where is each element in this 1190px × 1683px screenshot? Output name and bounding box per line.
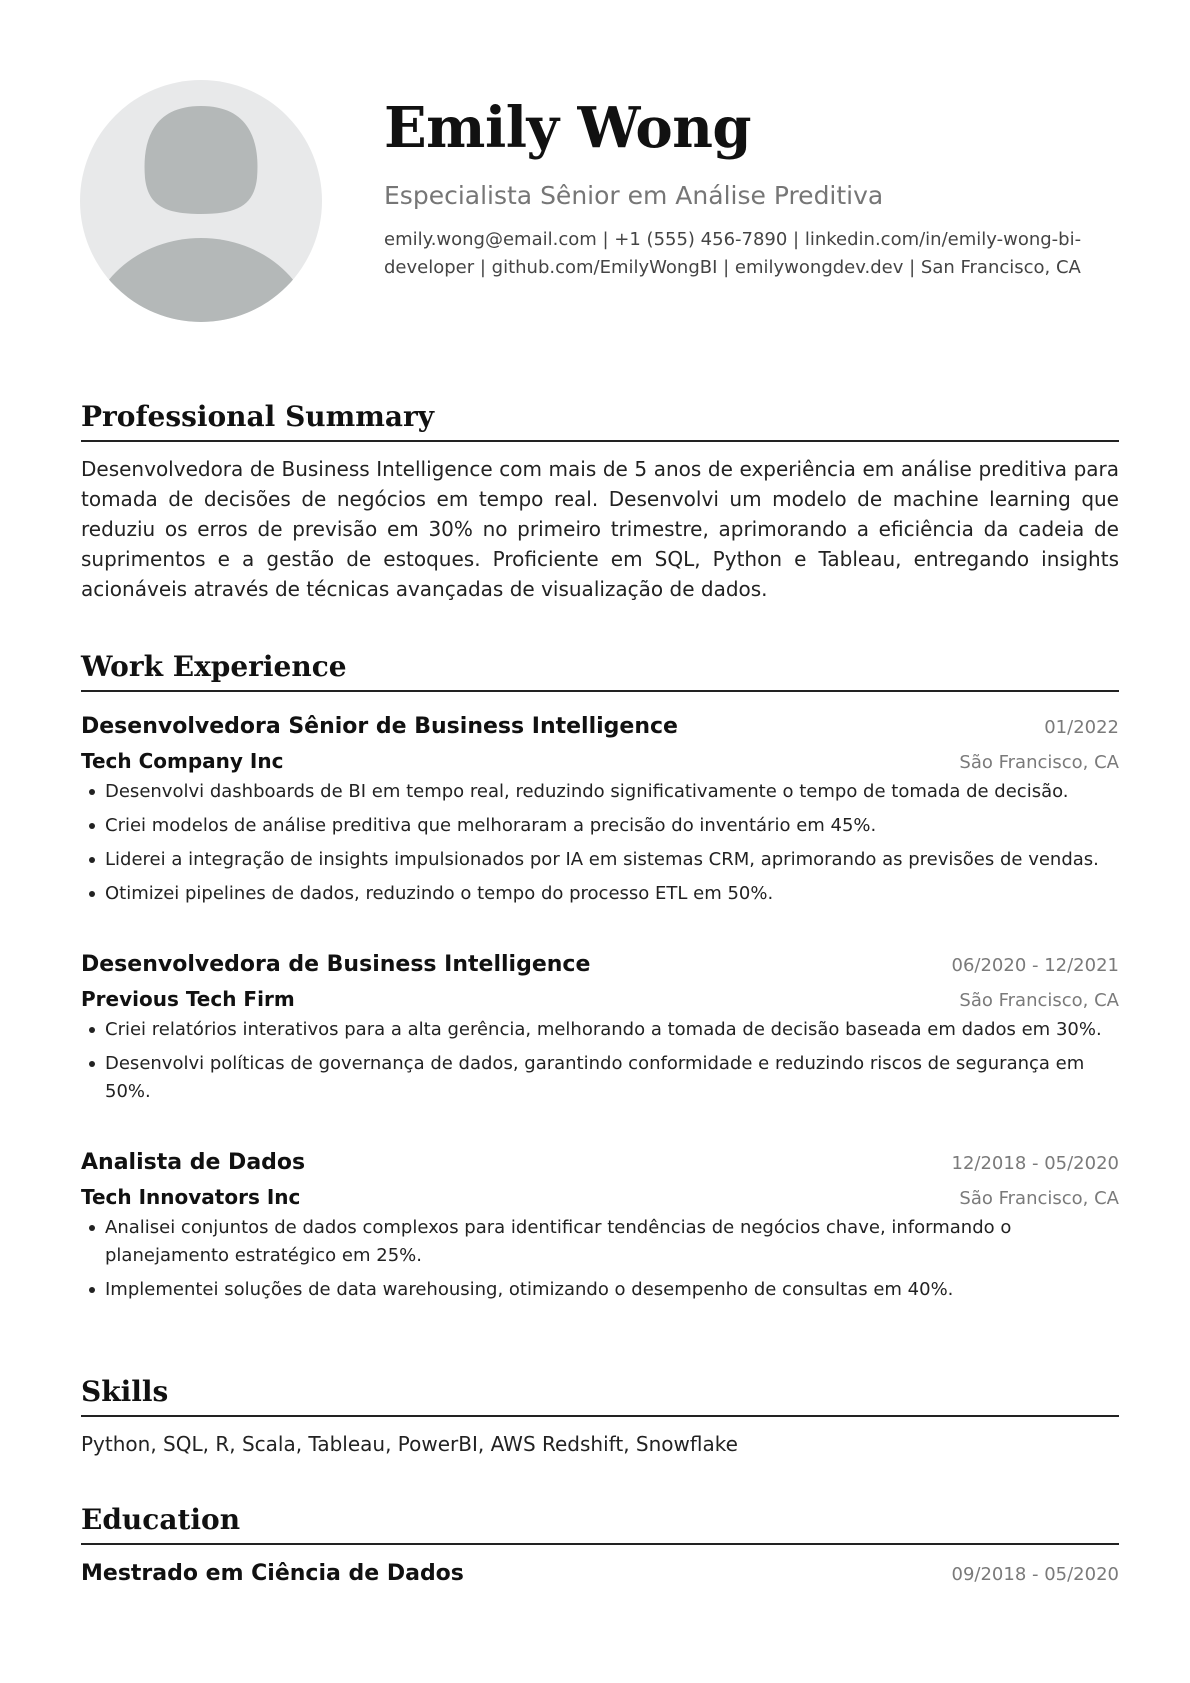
- education-entry: [81, 1557, 1119, 1591]
- bullet-text: Criei modelos de análise preditiva que melhoraram a precisão do inventário em 45%.: [105, 815, 877, 836]
- job-date: 12/2018 - 05/2020: [951, 1153, 1119, 1174]
- bullet-item: [81, 880, 1119, 908]
- bullet-text: Implementei soluções de data warehousing, otimizando o desempenho de consultas em 40%.: [105, 1279, 954, 1300]
- summary-section: [81, 400, 1119, 604]
- candidate-title: Especialista Sênior em Análise Preditiva: [384, 181, 884, 210]
- contact-info: emily.wong@email.com | +1 (555) 456-7890 | linkedin.com/in/emily-wong-bi-developer | github.com/EmilyWongBI | emilywongdev.dev | San Francisco, CA: [384, 229, 1082, 278]
- bullet-text: Analisei conjuntos de dados complexos para identificar tendências de negócios chave, informando o planejamento estratégico em 25%.: [105, 1217, 1012, 1266]
- bullet-dot-icon: [89, 1225, 95, 1231]
- job-entry: [81, 1146, 1119, 1304]
- bullet-item: [81, 1016, 1119, 1044]
- job-location: São Francisco, CA: [959, 752, 1119, 773]
- section-heading-education: Education: [81, 1503, 1119, 1545]
- bullet-dot-icon: [89, 857, 95, 863]
- job-location: São Francisco, CA: [959, 1188, 1119, 1209]
- bullet-item: [81, 778, 1119, 806]
- degree-name: Mestrado em Ciência de Dados: [81, 1561, 464, 1586]
- skills-list: Python, SQL, R, Scala, Tableau, PowerBI, AWS Redshift, Snowflake: [81, 1432, 738, 1456]
- education-section: [81, 1503, 1119, 1591]
- bullet-text: Desenvolvi políticas de governança de dados, garantindo conformidade e reduzindo riscos de segurança em 50%.: [105, 1053, 1085, 1102]
- candidate-name: Emily Wong: [384, 95, 752, 161]
- bullet-dot-icon: [89, 823, 95, 829]
- bullet-item: [81, 846, 1119, 874]
- section-heading-skills: Skills: [81, 1375, 1119, 1417]
- company-name: Tech Company Inc: [81, 749, 284, 773]
- bullet-text: Liderei a integração de insights impulsionados por IA em sistemas CRM, aprimorando as previsões de vendas.: [105, 849, 1099, 870]
- summary-text: Desenvolvedora de Business Intelligence com mais de 5 anos de experiência em análise preditiva para tomada de decisões de negócios em tempo real. Desenvolvi um modelo de machine learning que reduziu os erros de previsão em 30% no primeiro trimestre, aprimorando a eficiência da cadeia de suprimentos e a gestão de estoques. Proficiente em SQL, Python e Tableau, entregando insights acionáveis através de técnicas avançadas de visualização de dados.: [81, 457, 1119, 601]
- bullet-dot-icon: [89, 789, 95, 795]
- education-date: 09/2018 - 05/2020: [951, 1564, 1119, 1585]
- bullet-item: [81, 1276, 1119, 1304]
- job-location: São Francisco, CA: [959, 990, 1119, 1011]
- job-title: Desenvolvedora de Business Intelligence: [81, 952, 591, 977]
- job-title: Desenvolvedora Sênior de Business Intelligence: [81, 714, 678, 739]
- job-date: 06/2020 - 12/2021: [951, 955, 1119, 976]
- job-bullets: [81, 778, 1119, 908]
- job-entry: [81, 948, 1119, 1106]
- job-bullets: [81, 1016, 1119, 1106]
- bullet-text: Criei relatórios interativos para a alta gerência, melhorando a tomada de decisão baseada em dados em 30%.: [105, 1019, 1102, 1040]
- bullet-dot-icon: [89, 1061, 95, 1067]
- bullet-item: [81, 1050, 1119, 1106]
- bullet-item: [81, 812, 1119, 840]
- job-title: Analista de Dados: [81, 1150, 306, 1175]
- bullet-dot-icon: [89, 891, 95, 897]
- bullet-dot-icon: [89, 1027, 95, 1033]
- bullet-item: [81, 1214, 1119, 1270]
- bullet-dot-icon: [89, 1287, 95, 1293]
- job-date: 01/2022: [1044, 717, 1119, 738]
- section-heading-experience: Work Experience: [81, 650, 1119, 692]
- bullet-text: Desenvolvi dashboards de BI em tempo real, reduzindo significativamente o tempo de tomada de decisão.: [105, 781, 1069, 802]
- company-name: Previous Tech Firm: [81, 987, 295, 1011]
- job-bullets: [81, 1214, 1119, 1304]
- job-entry: [81, 710, 1119, 908]
- experience-section: [81, 650, 1119, 1310]
- avatar-placeholder-icon: [80, 80, 322, 322]
- section-heading-summary: Professional Summary: [81, 400, 1119, 442]
- skills-section: [81, 1375, 1119, 1459]
- header: [384, 92, 1114, 282]
- company-name: Tech Innovators Inc: [81, 1185, 301, 1209]
- bullet-text: Otimizei pipelines de dados, reduzindo o tempo do processo ETL em 50%.: [105, 883, 774, 904]
